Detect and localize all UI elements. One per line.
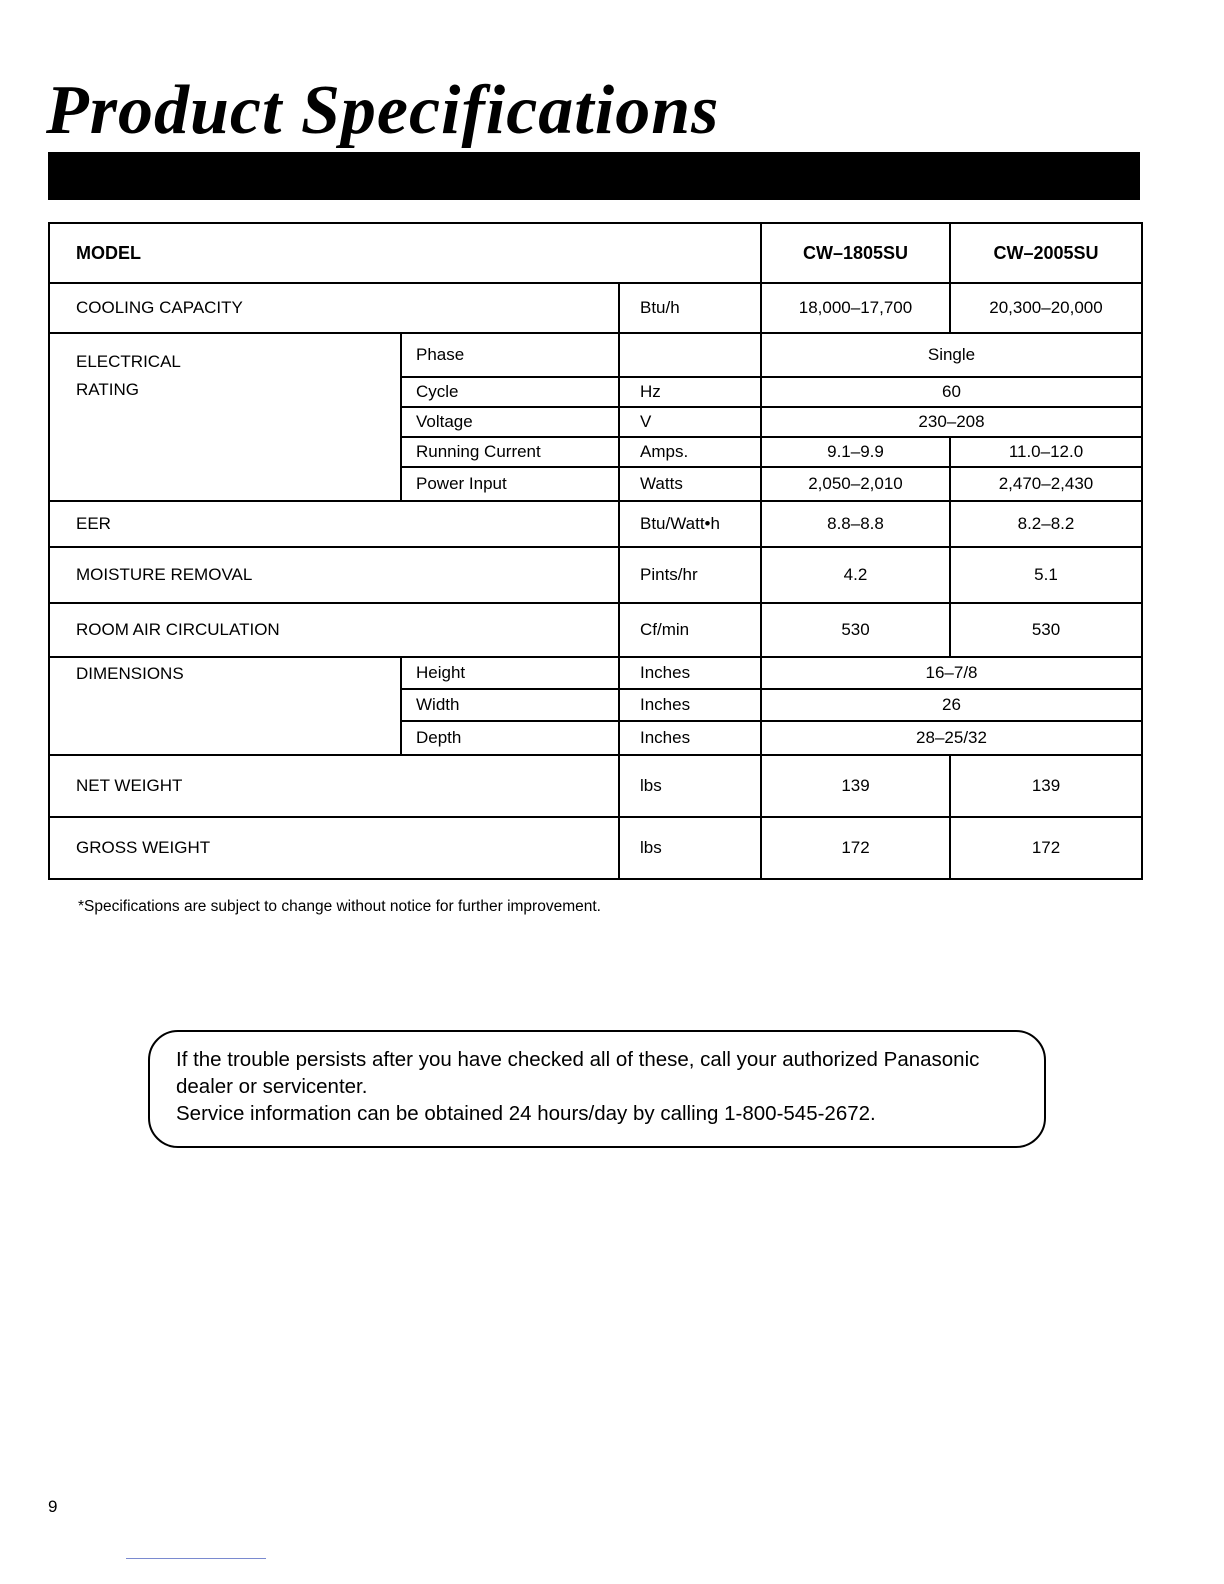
table-row (49, 547, 1142, 603)
electrical-rating-label (49, 333, 401, 501)
notice-line: If the trouble persists after you have checked all of these, call your authorized Panasonic (176, 1048, 980, 1071)
row-unit: Watts (619, 467, 761, 501)
row-label: ROOM AIR CIRCULATION (49, 603, 619, 657)
row-unit (619, 333, 761, 377)
row-unit: Inches (619, 721, 761, 755)
table-row (49, 603, 1142, 657)
row-unit: Inches (619, 689, 761, 721)
row-value: Single (761, 333, 1142, 377)
row-value: 8.8–8.8 (761, 501, 950, 547)
row-value: 60 (761, 377, 1142, 407)
model-name: CW–2005SU (950, 223, 1142, 283)
sub-label: Power Input (401, 467, 619, 501)
row-value: 172 (761, 817, 950, 879)
table-row (49, 501, 1142, 547)
row-value: 139 (950, 755, 1142, 817)
row-value: 230–208 (761, 407, 1142, 437)
row-label: NET WEIGHT (49, 755, 619, 817)
row-value: 530 (950, 603, 1142, 657)
row-label: RATING (76, 380, 139, 399)
row-value: 9.1–9.9 (761, 437, 950, 467)
table-row (49, 657, 1142, 689)
row-unit: Hz (619, 377, 761, 407)
row-value: 2,470–2,430 (950, 467, 1142, 501)
sub-label: Phase (401, 333, 619, 377)
row-unit: Btu/Watt•h (619, 501, 761, 547)
row-unit: lbs (619, 755, 761, 817)
row-value: 139 (761, 755, 950, 817)
row-value: 26 (761, 689, 1142, 721)
row-label: COOLING CAPACITY (49, 283, 619, 333)
page-title: Product Specifications (46, 72, 720, 149)
row-value: 4.2 (761, 547, 950, 603)
notice-line: dealer or servicenter. (176, 1075, 368, 1098)
row-label: ELECTRICAL (76, 352, 181, 371)
sub-label: Depth (401, 721, 619, 755)
row-unit: V (619, 407, 761, 437)
table-row (49, 755, 1142, 817)
row-value: 8.2–8.2 (950, 501, 1142, 547)
row-unit: Btu/h (619, 283, 761, 333)
model-label: MODEL (49, 223, 761, 283)
notice-line: Service information can be obtained 24 hours/day by calling 1-800-545-2672. (176, 1102, 876, 1125)
sub-label: Running Current (401, 437, 619, 467)
row-value: 16–7/8 (761, 657, 1142, 689)
row-value: 5.1 (950, 547, 1142, 603)
page-number: 9 (48, 1497, 58, 1516)
row-value: 18,000–17,700 (761, 283, 950, 333)
row-unit: lbs (619, 817, 761, 879)
row-value: 20,300–20,000 (950, 283, 1142, 333)
row-value: 530 (761, 603, 950, 657)
row-unit: Cf/min (619, 603, 761, 657)
table-row (49, 817, 1142, 879)
table-row (49, 223, 1142, 283)
bottom-rule (126, 1558, 266, 1559)
sub-label: Cycle (401, 377, 619, 407)
model-name: CW–1805SU (761, 223, 950, 283)
row-label: EER (49, 501, 619, 547)
row-value: 11.0–12.0 (950, 437, 1142, 467)
table-row (49, 283, 1142, 333)
row-unit: Pints/hr (619, 547, 761, 603)
row-value: 2,050–2,010 (761, 467, 950, 501)
row-unit: Inches (619, 657, 761, 689)
row-label: GROSS WEIGHT (49, 817, 619, 879)
footnote: *Specifications are subject to change without notice for further improvement. (78, 898, 601, 915)
row-value: 28–25/32 (761, 721, 1142, 755)
specifications-table (48, 222, 1143, 880)
sub-label: Voltage (401, 407, 619, 437)
table-row (49, 333, 1142, 377)
sub-label: Height (401, 657, 619, 689)
title-bar (48, 152, 1140, 200)
row-label: MOISTURE REMOVAL (49, 547, 619, 603)
sub-label: Width (401, 689, 619, 721)
row-label: DIMENSIONS (49, 657, 401, 755)
row-value: 172 (950, 817, 1142, 879)
service-notice-box (148, 1030, 1046, 1148)
row-unit: Amps. (619, 437, 761, 467)
